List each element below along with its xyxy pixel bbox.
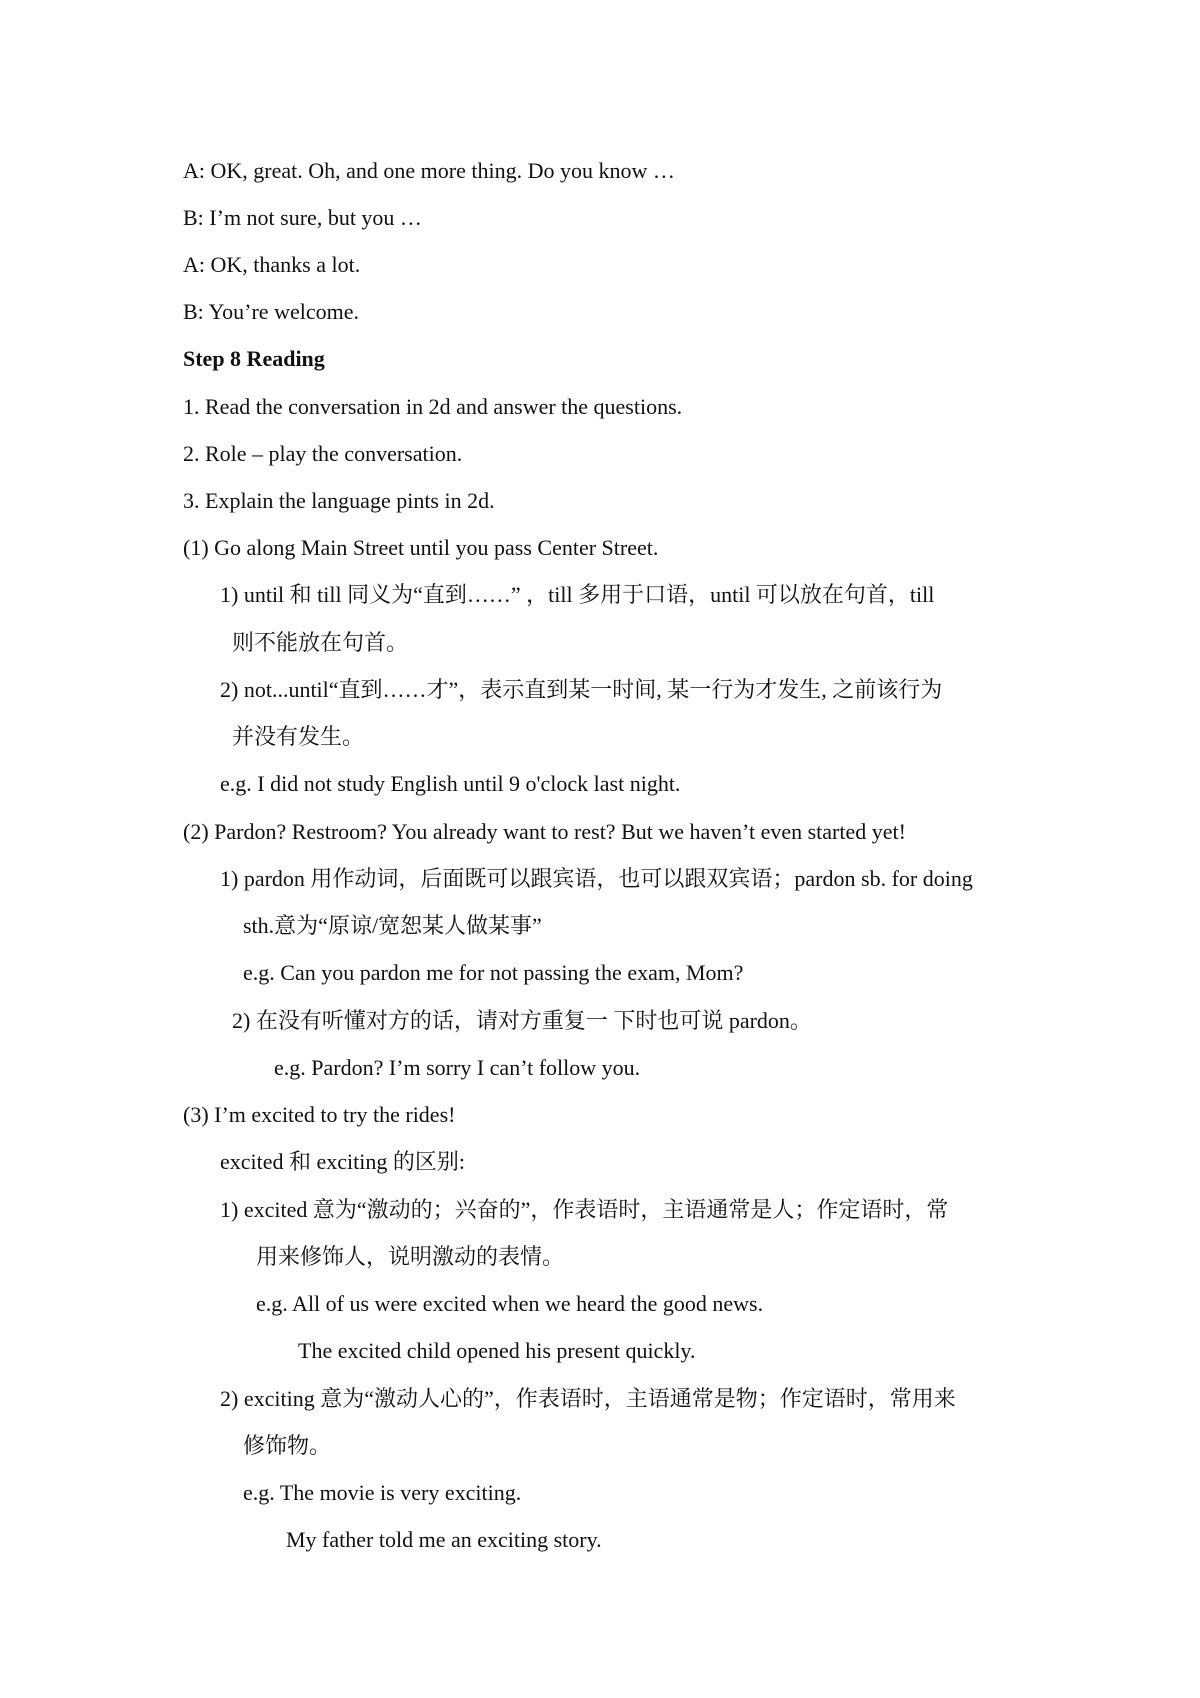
dialogue-line-1: A: OK, great. Oh, and one more thing. Do you know … [183,158,675,183]
dialogue-line-4: B: You’re welcome. [183,299,359,324]
point3-note1-example2: The excited child opened his present quickly. [298,1338,696,1363]
point3-intro: excited 和 exciting 的区别: [220,1149,465,1174]
point1-note1-line2: 则不能放在句首。 [232,630,409,655]
point1-note1-line1: 1) until 和 till 同义为“直到……” ，till 多用于口语，until 可以放在句首，till [220,582,935,607]
point3-note2-line1: 2) exciting 意为“激动人心的”，作表语时，主语通常是物；作定语时，常用来 [220,1386,956,1411]
dialogue-line-3: A: OK, thanks a lot. [183,252,361,277]
task-2: 2. Role – play the conversation. [183,441,463,466]
point2-note1-line1: 1) pardon 用作动词，后面既可以跟宾语，也可以跟双宾语；pardon sb. for doing [220,866,973,891]
point2-example2: e.g. Pardon? I’m sorry I can’t follow you. [274,1055,641,1080]
task-3: 3. Explain the language pints in 2d. [183,488,495,513]
point1-title: (1) Go along Main Street until you pass Center Street. [183,535,659,560]
point3-note1-example1: e.g. All of us were excited when we heard the good news. [256,1291,764,1316]
point3-note2-example2: My father told me an exciting story. [286,1527,602,1552]
point3-note2-line2: 修饰物。 [243,1433,332,1458]
point3-note1-line1: 1) excited 意为“激动的；兴奋的”，作表语时，主语通常是人；作定语时，常 [220,1197,949,1222]
point3-note1-line2: 用来修饰人，说明激动的表情。 [256,1244,565,1269]
point3-note2-example1: e.g. The movie is very exciting. [243,1480,522,1505]
point2-note2: 2) 在没有听懂对方的话，请对方重复一 下时也可说 pardon。 [232,1008,812,1033]
task-1: 1. Read the conversation in 2d and answer the questions. [183,394,683,419]
point1-note2-line2: 并没有发生。 [232,724,365,749]
point1-example: e.g. I did not study English until 9 o'clock last night. [220,771,681,796]
point3-title: (3) I’m excited to try the rides! [183,1102,456,1127]
point2-title: (2) Pardon? Restroom? You already want to rest? But we haven’t even started yet! [183,819,906,844]
point1-note2-line1: 2) not...until“直到……才”，表示直到某一时间, 某一行为才发生, 之前该行为 [220,677,943,702]
point2-example1: e.g. Can you pardon me for not passing the exam, Mom? [243,960,744,985]
step8-heading: Step 8 Reading [183,346,325,371]
point2-note1-line2: sth.意为“原谅/宽恕某人做某事” [243,913,542,938]
dialogue-line-2: B: I’m not sure, but you … [183,205,422,230]
